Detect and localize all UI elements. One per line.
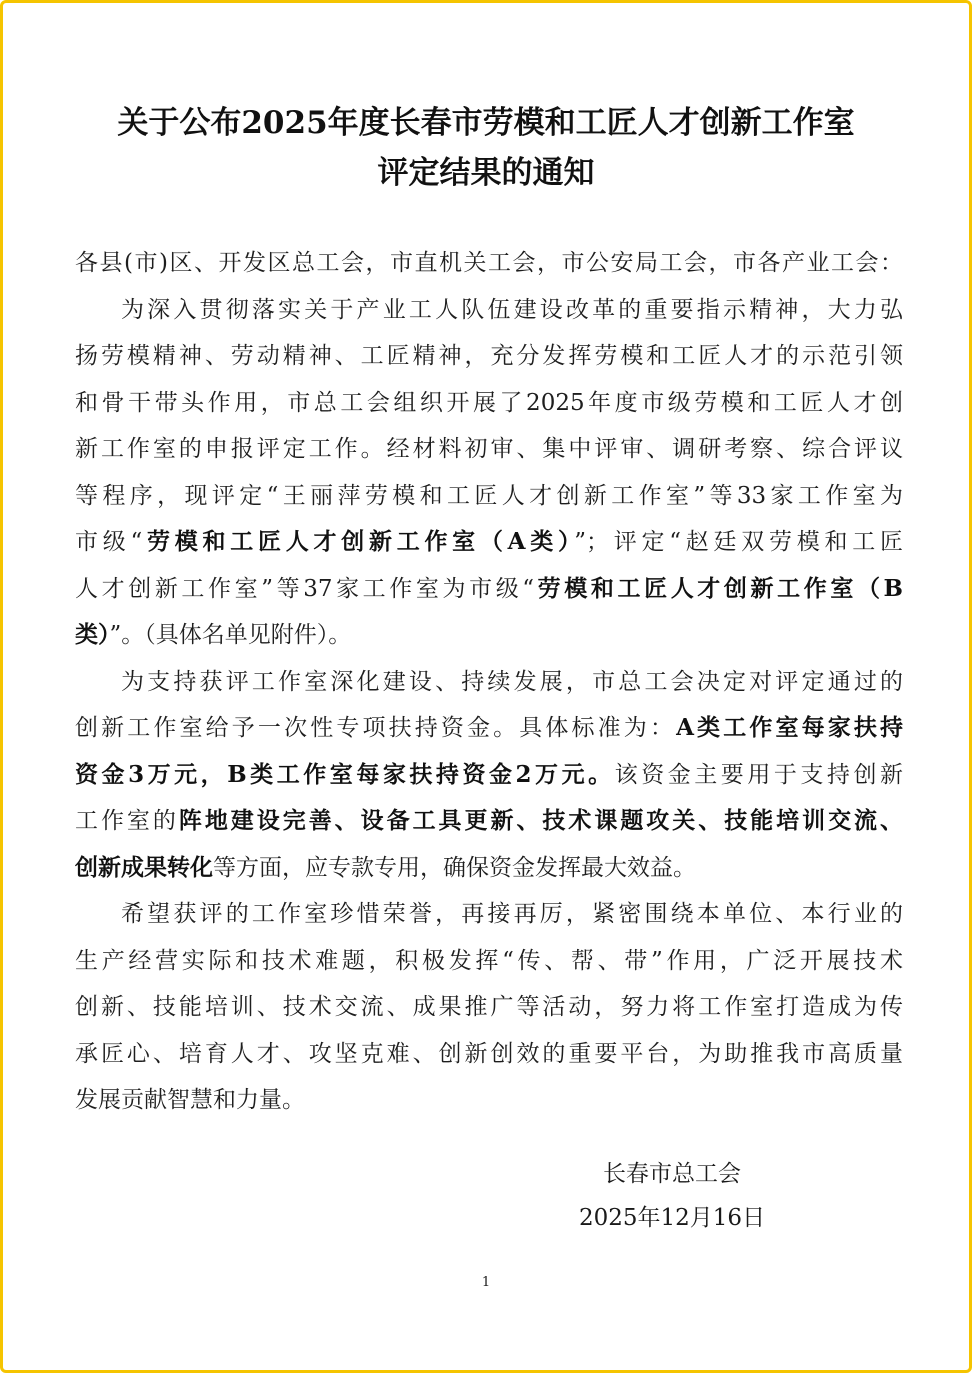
paragraph-2-line xyxy=(75,705,903,752)
page-number: 1 xyxy=(481,1275,491,1290)
document-body xyxy=(75,240,903,1124)
title-line-2: 评定结果的通知 xyxy=(377,155,595,191)
text-run: 等方面，应专款专用，确保资金发挥最大效益。 xyxy=(213,854,696,881)
paragraph-3-line: 生产经营实际和技术难题，积极发挥“传、帮、带”作用，广泛开展技术 xyxy=(75,947,903,974)
paragraph-3-line: 希望获评的工作室珍惜荣誉，再接再厉，紧密围绕本单位、本行业的 xyxy=(121,901,903,927)
paragraph-1-line xyxy=(75,519,903,566)
bold-text: 创新成果转化 xyxy=(75,853,213,881)
bold-text: 劳模和工匠人才创新工作室（B xyxy=(534,574,903,602)
paragraph-2-line: 为支持获评工作室深化建设、持续发展，市总工会决定对评定通过的 xyxy=(121,668,903,695)
salutation: 各县(市)区、开发区总工会，市直机关工会，市公安局工会，市各产业工会： xyxy=(75,250,903,276)
bold-text: 类） xyxy=(75,621,110,648)
signature-date: 2025年12月16日 xyxy=(579,1205,766,1231)
paragraph-1-line xyxy=(75,566,903,613)
paragraph-1-line: 为深入贯彻落实关于产业工人队伍建设改革的重要指示精神，大力弘 xyxy=(121,296,903,323)
paragraph-1-line: 新工作室的申报评定工作。经材料初审、集中评审、调研考察、综合评议 xyxy=(75,436,903,462)
paragraph-3-line: 发展贡献智慧和力量。 xyxy=(75,1087,305,1113)
text-run: ”；评定“赵廷双劳模和工匠 xyxy=(574,529,903,555)
paragraph-1-line: 扬劳模精神、劳动精神、工匠精神，充分发挥劳模和工匠人才的示范引领 xyxy=(75,343,903,369)
bold-text: 阵地建设完善、设备工具更新、技术课题攻关、技能培训交流、 xyxy=(178,807,904,834)
text-run: 人才创新工作室”等37家工作室为市级“ xyxy=(75,575,535,602)
bold-text: 劳模和工匠人才创新工作室（A类） xyxy=(142,528,575,555)
paragraph-1-line: 等程序，现评定“王丽萍劳模和工匠人才创新工作室”等33家工作室为 xyxy=(75,482,903,509)
paragraph-1-line xyxy=(75,612,903,659)
paragraph-2-line xyxy=(75,798,903,845)
paragraph-2-line xyxy=(75,845,903,892)
text-run: 创新工作室给予一次性专项扶持资金。具体标准为： xyxy=(75,715,677,741)
paragraph-2-line xyxy=(75,752,903,799)
document-title xyxy=(3,98,969,198)
text-run: ”。（具体名单见附件）。 xyxy=(109,622,352,648)
paragraph-3-line: 创新、技能培训、技术交流、成果推广等活动，努力将工作室打造成为传 xyxy=(75,994,903,1020)
paragraph-3-line: 承匠心、培育人才、攻坚克难、创新创效的重要平台，为助推我市高质量 xyxy=(75,1040,903,1067)
bold-text: 资金3万元，B类工作室每家扶持资金2万元。 xyxy=(75,760,615,788)
text-run: 工作室的 xyxy=(75,808,179,834)
title-line-1: 关于公布2025年度长春市劳模和工匠人才创新工作室 xyxy=(117,105,855,141)
bold-text: A类工作室每家扶持 xyxy=(676,714,903,741)
text-run: 该资金主要用于支持创新 xyxy=(614,761,903,788)
text-run: 市级“ xyxy=(75,529,143,555)
paragraph-1-line: 和骨干带头作用，市总工会组织开展了2025年度市级劳模和工匠人才创 xyxy=(75,389,903,416)
signature-organization: 长春市总工会 xyxy=(603,1161,741,1187)
